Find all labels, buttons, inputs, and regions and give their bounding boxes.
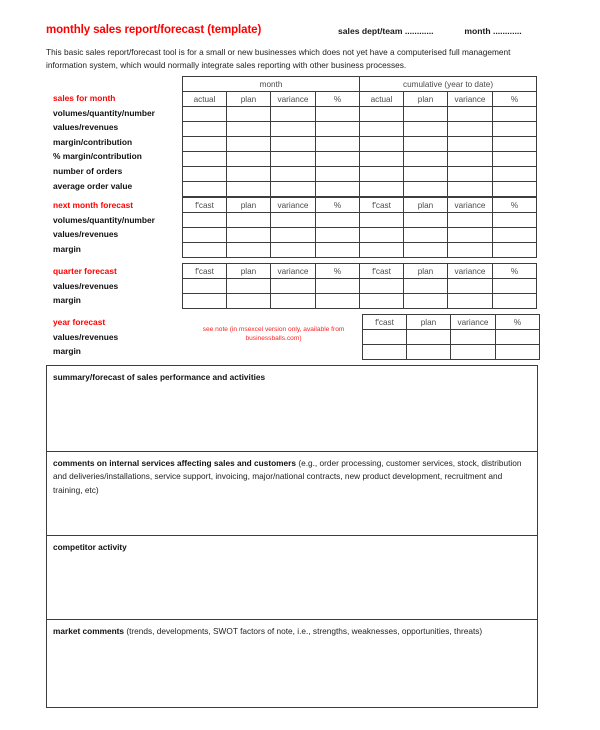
col-month-actual: actual [183,92,227,107]
col-quarter-fcast: f'cast [183,264,227,279]
year-forecast-labels [53,315,118,359]
col-quarter-cum-plan: plan [404,264,448,279]
input-cell[interactable] [227,137,271,152]
table-row [183,107,537,122]
row-label-next-values-revenues: values/revenues [53,229,119,240]
input-cell[interactable] [271,152,316,167]
input-cell[interactable] [271,167,316,182]
input-cell[interactable] [271,122,316,137]
summary-forecast-caption [53,371,531,384]
input-cell[interactable] [448,182,493,197]
summary-forecast-box[interactable] [47,366,537,452]
row-label-quarter-values-revenues: values/revenues [53,280,119,291]
input-cell[interactable] [448,167,493,182]
input-cell[interactable] [404,182,448,197]
input-cell[interactable] [404,228,448,243]
input-cell[interactable] [360,294,404,309]
input-cell[interactable] [404,137,448,152]
input-cell[interactable] [448,279,493,294]
input-cell[interactable] [493,228,537,243]
col-month-plan: plan [227,92,271,107]
input-cell[interactable] [360,107,404,122]
input-cell[interactable] [183,122,227,137]
input-cell[interactable] [271,182,316,197]
col-next-variance: variance [271,198,316,213]
input-cell[interactable] [493,122,537,137]
market-comments-caption [53,625,531,638]
input-cell[interactable] [183,228,227,243]
group-header-cumulative: cumulative (year to date) [360,77,537,92]
row-label-values-revenues: values/revenues [53,122,119,133]
row-label-number-of-orders: number of orders [53,165,123,176]
sales-for-month-table-body [183,107,537,197]
year-forecast-table [362,314,540,360]
col-month-variance: variance [271,92,316,107]
input-cell[interactable] [227,152,271,167]
input-cell[interactable] [493,213,537,228]
row-label-next-margin: margin [53,243,81,254]
header-fields [338,26,522,36]
col-next-cum-percent: % [493,198,537,213]
input-cell[interactable] [407,330,451,345]
quarter-forecast-labels [53,264,118,308]
row-label-year-margin: margin [53,346,81,357]
input-cell[interactable] [227,167,271,182]
input-cell[interactable] [448,213,493,228]
col-quarter-variance: variance [271,264,316,279]
table-row [183,137,537,152]
col-next-plan: plan [227,198,271,213]
col-year-plan: plan [407,315,451,330]
internal-services-caption-rest: (e.g., order processing, customer services, stock, distribution and deliveries/installations, service support, invoicing, major/national contracts, new product development, recruitment and training, etc) [53,458,522,495]
input-cell[interactable] [448,243,493,258]
next-month-forecast-table [182,197,537,258]
input-cell[interactable] [448,294,493,309]
table-column-header-row [363,315,540,330]
input-cell[interactable] [363,330,407,345]
input-cell[interactable] [496,330,540,345]
year-forecast-note: see note (in msexcel version only, available from businessballs.com) [202,326,345,342]
input-cell[interactable] [404,122,448,137]
input-cell[interactable] [493,107,537,122]
table-row [183,213,537,228]
input-cell[interactable] [316,107,360,122]
row-label-next-volumes-quantity-number: volumes/quantity/number [53,214,155,225]
sales-for-month-table [182,76,537,197]
table-row [183,167,537,182]
section-heading-sales-for-month: sales for month [53,93,116,103]
input-cell[interactable] [493,243,537,258]
input-cell[interactable] [316,167,360,182]
internal-services-caption-bold: comments on internal services affecting sales and customers [53,458,297,468]
table-row [183,243,537,258]
row-label-percent-margin-contribution: % margin/contribution [53,151,142,162]
input-cell[interactable] [451,345,496,360]
col-year-percent: % [496,315,540,330]
group-header-month: month [183,77,360,92]
summary-forecast-caption-bold: summary/forecast of sales performance and activities [53,372,266,382]
row-label-average-order-value: average order value [53,180,133,191]
input-cell[interactable] [227,294,271,309]
input-cell[interactable] [183,213,227,228]
col-year-variance: variance [451,315,496,330]
next-month-forecast-table-body [183,213,537,258]
input-cell[interactable] [316,137,360,152]
sales-for-month-labels [53,91,155,193]
input-cell[interactable] [316,152,360,167]
next-month-forecast-labels [53,198,155,256]
market-comments-caption-rest: (trends, developments, SWOT factors of note, i.e., strengths, weaknesses, opportunities, threats) [124,626,483,636]
input-cell[interactable] [404,213,448,228]
input-cell[interactable] [271,213,316,228]
sales-dept-team-input[interactable]: ............ [404,26,434,36]
input-cell[interactable] [496,345,540,360]
input-cell[interactable] [360,228,404,243]
col-next-fcast: f'cast [183,198,227,213]
input-cell[interactable] [493,152,537,167]
table-column-header-row [183,198,537,213]
input-cell[interactable] [316,182,360,197]
input-cell[interactable] [227,228,271,243]
table-row [363,330,540,345]
input-cell[interactable] [360,243,404,258]
col-cum-actual: actual [360,92,404,107]
input-cell[interactable] [316,294,360,309]
page-title: monthly sales report/forecast (template) [46,24,262,36]
col-cum-percent: % [493,92,537,107]
input-cell[interactable] [227,107,271,122]
input-cell[interactable] [404,243,448,258]
input-cell[interactable] [360,137,404,152]
input-cell[interactable] [360,213,404,228]
input-cell[interactable] [271,243,316,258]
input-cell[interactable] [360,279,404,294]
input-cell[interactable] [404,107,448,122]
col-quarter-cum-fcast: f'cast [360,264,404,279]
col-cum-variance: variance [448,92,493,107]
input-cell[interactable] [316,279,360,294]
table-row [183,122,537,137]
input-cell[interactable] [316,213,360,228]
input-cell[interactable] [316,228,360,243]
section-heading-year-forecast: year forecast [53,317,106,327]
table-row [183,279,537,294]
input-cell[interactable] [404,152,448,167]
row-label-margin-contribution: margin/contribution [53,136,133,147]
input-cell[interactable] [183,279,227,294]
row-label-volumes-quantity-number: volumes/quantity/number [53,107,155,118]
input-cell[interactable] [448,137,493,152]
input-cell[interactable] [271,279,316,294]
sales-dept-team-label: sales dept/team [338,26,403,36]
market-comments-box[interactable] [47,620,537,707]
col-next-cum-plan: plan [404,198,448,213]
col-quarter-plan: plan [227,264,271,279]
input-cell[interactable] [271,228,316,243]
input-cell[interactable] [183,294,227,309]
input-cell[interactable] [227,279,271,294]
year-forecast-table-body [363,330,540,360]
table-row [183,294,537,309]
col-cum-plan: plan [404,92,448,107]
input-cell[interactable] [360,122,404,137]
input-cell[interactable] [227,213,271,228]
table-row [363,345,540,360]
input-cell[interactable] [448,152,493,167]
input-cell[interactable] [493,137,537,152]
month-input[interactable]: ............ [492,26,522,36]
input-cell[interactable] [183,137,227,152]
input-cell[interactable] [271,137,316,152]
input-cell[interactable] [316,243,360,258]
input-cell[interactable] [360,152,404,167]
table-row [183,182,537,197]
competitor-activity-caption [53,541,531,554]
col-next-percent: % [316,198,360,213]
input-cell[interactable] [271,107,316,122]
input-cell[interactable] [448,228,493,243]
section-heading-next-month-forecast: next month forecast [53,200,134,210]
input-cell[interactable] [227,243,271,258]
input-cell[interactable] [360,182,404,197]
input-cell[interactable] [183,152,227,167]
intro-paragraph: This basic sales report/forecast tool is for a small or new businesses which does not yet have a computerised full management information system, which would normally integrate sales reporting with other business processes. [46,47,511,71]
table-group-header-row [183,77,537,92]
input-cell[interactable] [493,294,537,309]
input-cell[interactable] [448,122,493,137]
input-cell[interactable] [227,122,271,137]
input-cell[interactable] [448,107,493,122]
input-cell[interactable] [360,167,404,182]
input-cell[interactable] [363,345,407,360]
input-cell[interactable] [404,167,448,182]
input-cell[interactable] [183,167,227,182]
row-label-year-values-revenues: values/revenues [53,331,119,342]
input-cell[interactable] [404,279,448,294]
input-cell[interactable] [493,167,537,182]
input-cell[interactable] [316,122,360,137]
row-label-quarter-margin: margin [53,295,81,306]
input-cell[interactable] [404,294,448,309]
internal-services-comments-box[interactable] [47,452,537,536]
input-cell[interactable] [271,294,316,309]
input-cell[interactable] [227,182,271,197]
input-cell[interactable] [183,107,227,122]
input-cell[interactable] [451,330,496,345]
section-heading-quarter-forecast: quarter forecast [53,266,117,276]
quarter-forecast-table [182,263,537,309]
input-cell[interactable] [183,182,227,197]
col-next-cum-variance: variance [448,198,493,213]
input-cell[interactable] [493,182,537,197]
competitor-activity-box[interactable] [47,536,537,620]
col-quarter-cum-percent: % [493,264,537,279]
comment-boxes-container [46,365,538,708]
col-quarter-cum-variance: variance [448,264,493,279]
table-row [183,152,537,167]
input-cell[interactable] [493,279,537,294]
col-year-fcast: f'cast [363,315,407,330]
table-row [183,228,537,243]
document-header [46,24,546,42]
col-month-percent: % [316,92,360,107]
table-column-header-row [183,264,537,279]
market-comments-caption-bold: market comments [53,626,125,636]
internal-services-caption [53,457,531,497]
input-cell[interactable] [183,243,227,258]
quarter-forecast-table-body [183,279,537,309]
table-column-header-row [183,92,537,107]
input-cell[interactable] [407,345,451,360]
col-quarter-percent: % [316,264,360,279]
competitor-activity-caption-bold: competitor activity [53,542,127,552]
month-label: month [464,26,491,36]
col-next-cum-fcast: f'cast [360,198,404,213]
